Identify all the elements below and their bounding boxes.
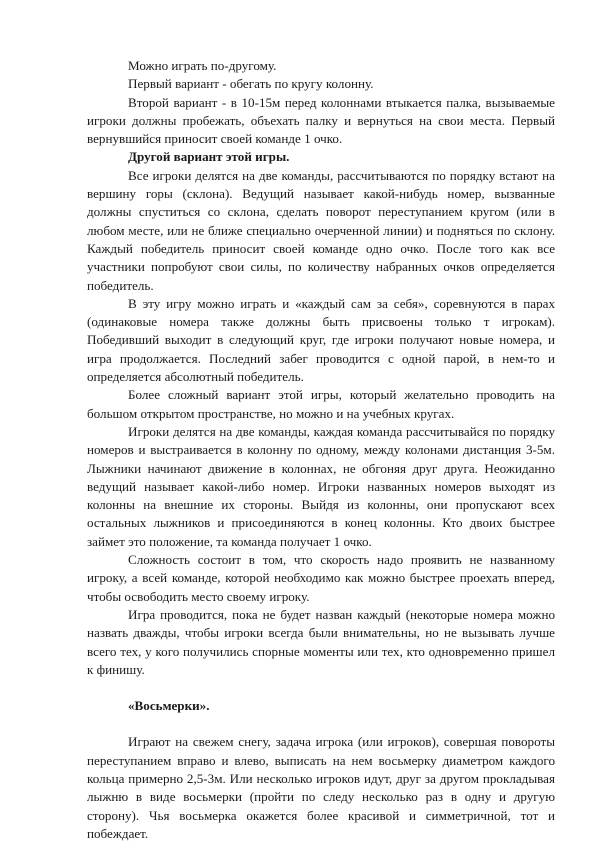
paragraph: Игроки делятся на две команды, каждая команда рассчитывайся по порядку номеров и выстраивается в колонну по одному, между колонами дистанция 3-5м. Лыжники начинают движение в колоннах, не обгоняя друг друга. Неожиданно ведущий называет какой-либо номер. Игроки названных номеров выходят из колонны на внешние их стороны. Выйдя из колонны, они пропускают всех остальных лыжников и присоединяются в конец колонны. Кто двоих быстрее займет это положение, та команда получает 1 очко. bbox=[87, 423, 555, 549]
paragraph-gap bbox=[87, 715, 555, 733]
paragraph-gap bbox=[87, 679, 555, 697]
section-heading: Другой вариант этой игры. bbox=[128, 149, 290, 165]
paragraph: Первый вариант - обегать по кругу колонну. bbox=[128, 76, 374, 92]
section-heading: «Восьмерки». bbox=[128, 698, 210, 714]
paragraph: Более сложный вариант этой игры, который желательно проводить на большом открытом пространстве, но можно и на учебных кругах. bbox=[87, 387, 555, 421]
paragraph: Игра проводится, пока не будет назван каждый (некоторые номера можно назвать дважды, чтобы игроки всегда были внимательны, но не вызывать лучше всего тех, у кого получились спорные моменты или тех, кто одновременно пришел к финишу. bbox=[87, 606, 555, 677]
paragraph: Второй вариант - в 10-15м перед колоннами втыкается палка, вызываемые игроки должны пробежать, объехать палку и вернуться на свои места. Первый вернувшийся приносит своей команде 1 очко. bbox=[87, 94, 555, 147]
paragraph: Сложность состоит в том, что скорость надо проявить не названному игроку, а всей команде, которой необходимо как можно быстрее проехать вперед, чтобы освободить место своему игроку. bbox=[87, 552, 555, 604]
document-body bbox=[87, 57, 555, 843]
paragraph: В эту игру можно играть и «каждый сам за себя», соревнуются в парах (одинаковые номера также должны быть присвоены только т игрокам). Победивший выходит в следующий круг, где игроки получают новые номера, и игра продолжается. Последний забег проводится с одной парой, в нем-то и определяется абсолютный победитель. bbox=[87, 295, 555, 385]
paragraph: Можно играть по-другому. bbox=[128, 58, 277, 73]
paragraph: Все игроки делятся на две команды, рассчитываются по порядку встают на вершину горы (склона). Ведущий называет какой-нибудь номер, вызванные должны спуститься со склона, сделать поворот переступанием кругом (или в любом месте, или не ближе специально очерченной линии) и подняться по склону. Каждый победитель приносит своей команде одно очко. После того как все участники попробуют свои силы, по количеству набранных очков определяется победитель. bbox=[87, 167, 555, 293]
paragraph: Играют на свежем снегу, задача игрока (или игроков), совершая повороты переступанием вправо и влево, выписать на нем восьмерку диаметром каждого кольца примерно 2,5-3м. Или несколько игроков идут, друг за другом прокладывая лыжню в виде восьмерки (пройти по следу несколько раз в одну и другую сторону). Чья восьмерка окажется более красивой и симметричной, тот и побеждает. bbox=[87, 734, 555, 841]
